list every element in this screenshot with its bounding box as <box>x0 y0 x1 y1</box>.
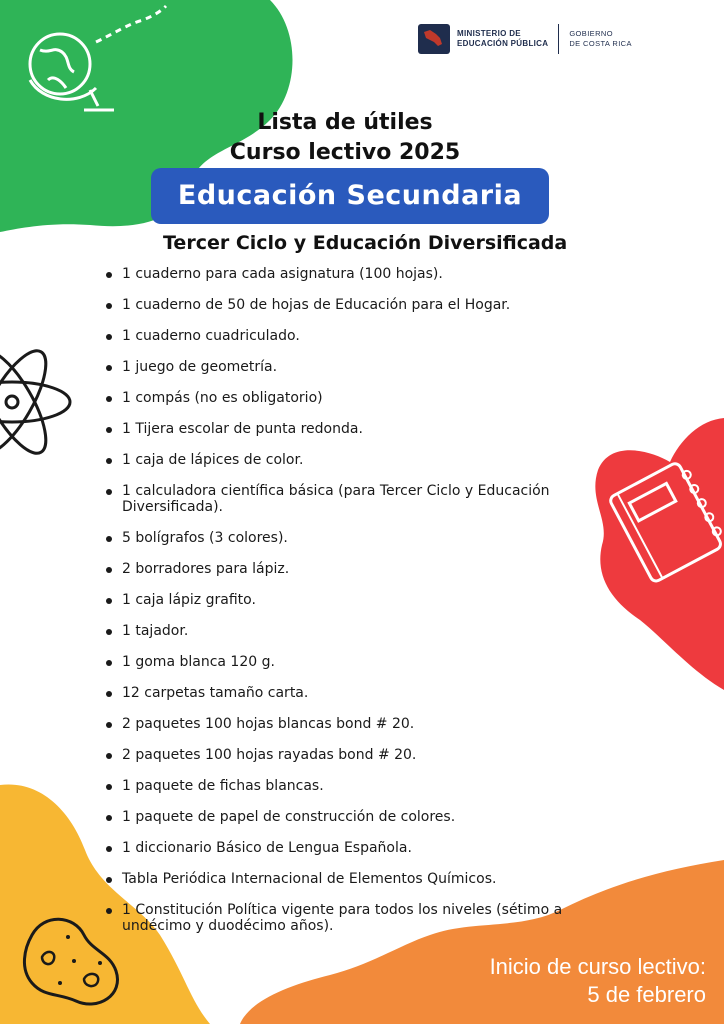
list-item: 1 caja lápiz grafito. <box>104 592 604 608</box>
course-start-date: 5 de febrero <box>587 982 706 1007</box>
list-item: 1 calculadora científica básica (para Tercer Ciclo y Educación Diversificada). <box>104 483 604 515</box>
list-item: 1 cuaderno para cada asignatura (100 hojas). <box>104 266 604 282</box>
list-item: 1 goma blanca 120 g. <box>104 654 604 670</box>
atom-icon <box>0 340 80 460</box>
supplies-list <box>104 266 604 949</box>
list-item: 1 diccionario Básico de Lengua Española. <box>104 840 604 856</box>
list-item: 1 cuaderno de 50 de hojas de Educación para el Hogar. <box>104 297 604 313</box>
list-item: 1 compás (no es obligatorio) <box>104 390 604 406</box>
globe-icon <box>18 2 168 122</box>
costa-rica-map-icon <box>418 24 450 54</box>
ministry-name-line1: MINISTERIO DE <box>457 29 521 38</box>
list-item: 1 cuaderno cuadriculado. <box>104 328 604 344</box>
list-item: 1 tajador. <box>104 623 604 639</box>
list-item: Tabla Periódica Internacional de Elementos Químicos. <box>104 871 604 887</box>
list-item: 1 paquete de papel de construcción de colores. <box>104 809 604 825</box>
logo-divider <box>558 24 559 54</box>
list-item: 1 caja de lápices de color. <box>104 452 604 468</box>
government-line2: DE COSTA RICA <box>569 39 632 48</box>
list-item: 5 bolígrafos (3 colores). <box>104 530 604 546</box>
list-item: 1 paquete de fichas blancas. <box>104 778 604 794</box>
list-item: 12 carpetas tamaño carta. <box>104 685 604 701</box>
list-item: 2 borradores para lápiz. <box>104 561 604 577</box>
list-item: 1 Constitución Política vigente para todos los niveles (sétimo a undécimo y duodécimo años). <box>104 902 604 934</box>
course-start-label: Inicio de curso lectivo: <box>489 954 706 979</box>
list-item: 2 paquetes 100 hojas rayadas bond # 20. <box>104 747 604 763</box>
course-start-note <box>490 953 706 1009</box>
section-subtitle: Tercer Ciclo y Educación Diversificada <box>163 232 568 254</box>
page-title: Lista de útiles <box>257 110 433 135</box>
ministry-logo <box>418 24 632 54</box>
level-banner: Educación Secundaria <box>151 168 549 224</box>
list-item: 2 paquetes 100 hojas blancas bond # 20. <box>104 716 604 732</box>
government-line1: GOBIERNO <box>569 29 613 38</box>
list-item: 1 Tijera escolar de punta redonda. <box>104 421 604 437</box>
list-item: 1 juego de geometría. <box>104 359 604 375</box>
ministry-name-line2: EDUCACIÓN PÚBLICA <box>457 39 549 48</box>
notebook-icon <box>606 456 724 586</box>
page-subtitle-year: Curso lectivo 2025 <box>229 140 461 165</box>
